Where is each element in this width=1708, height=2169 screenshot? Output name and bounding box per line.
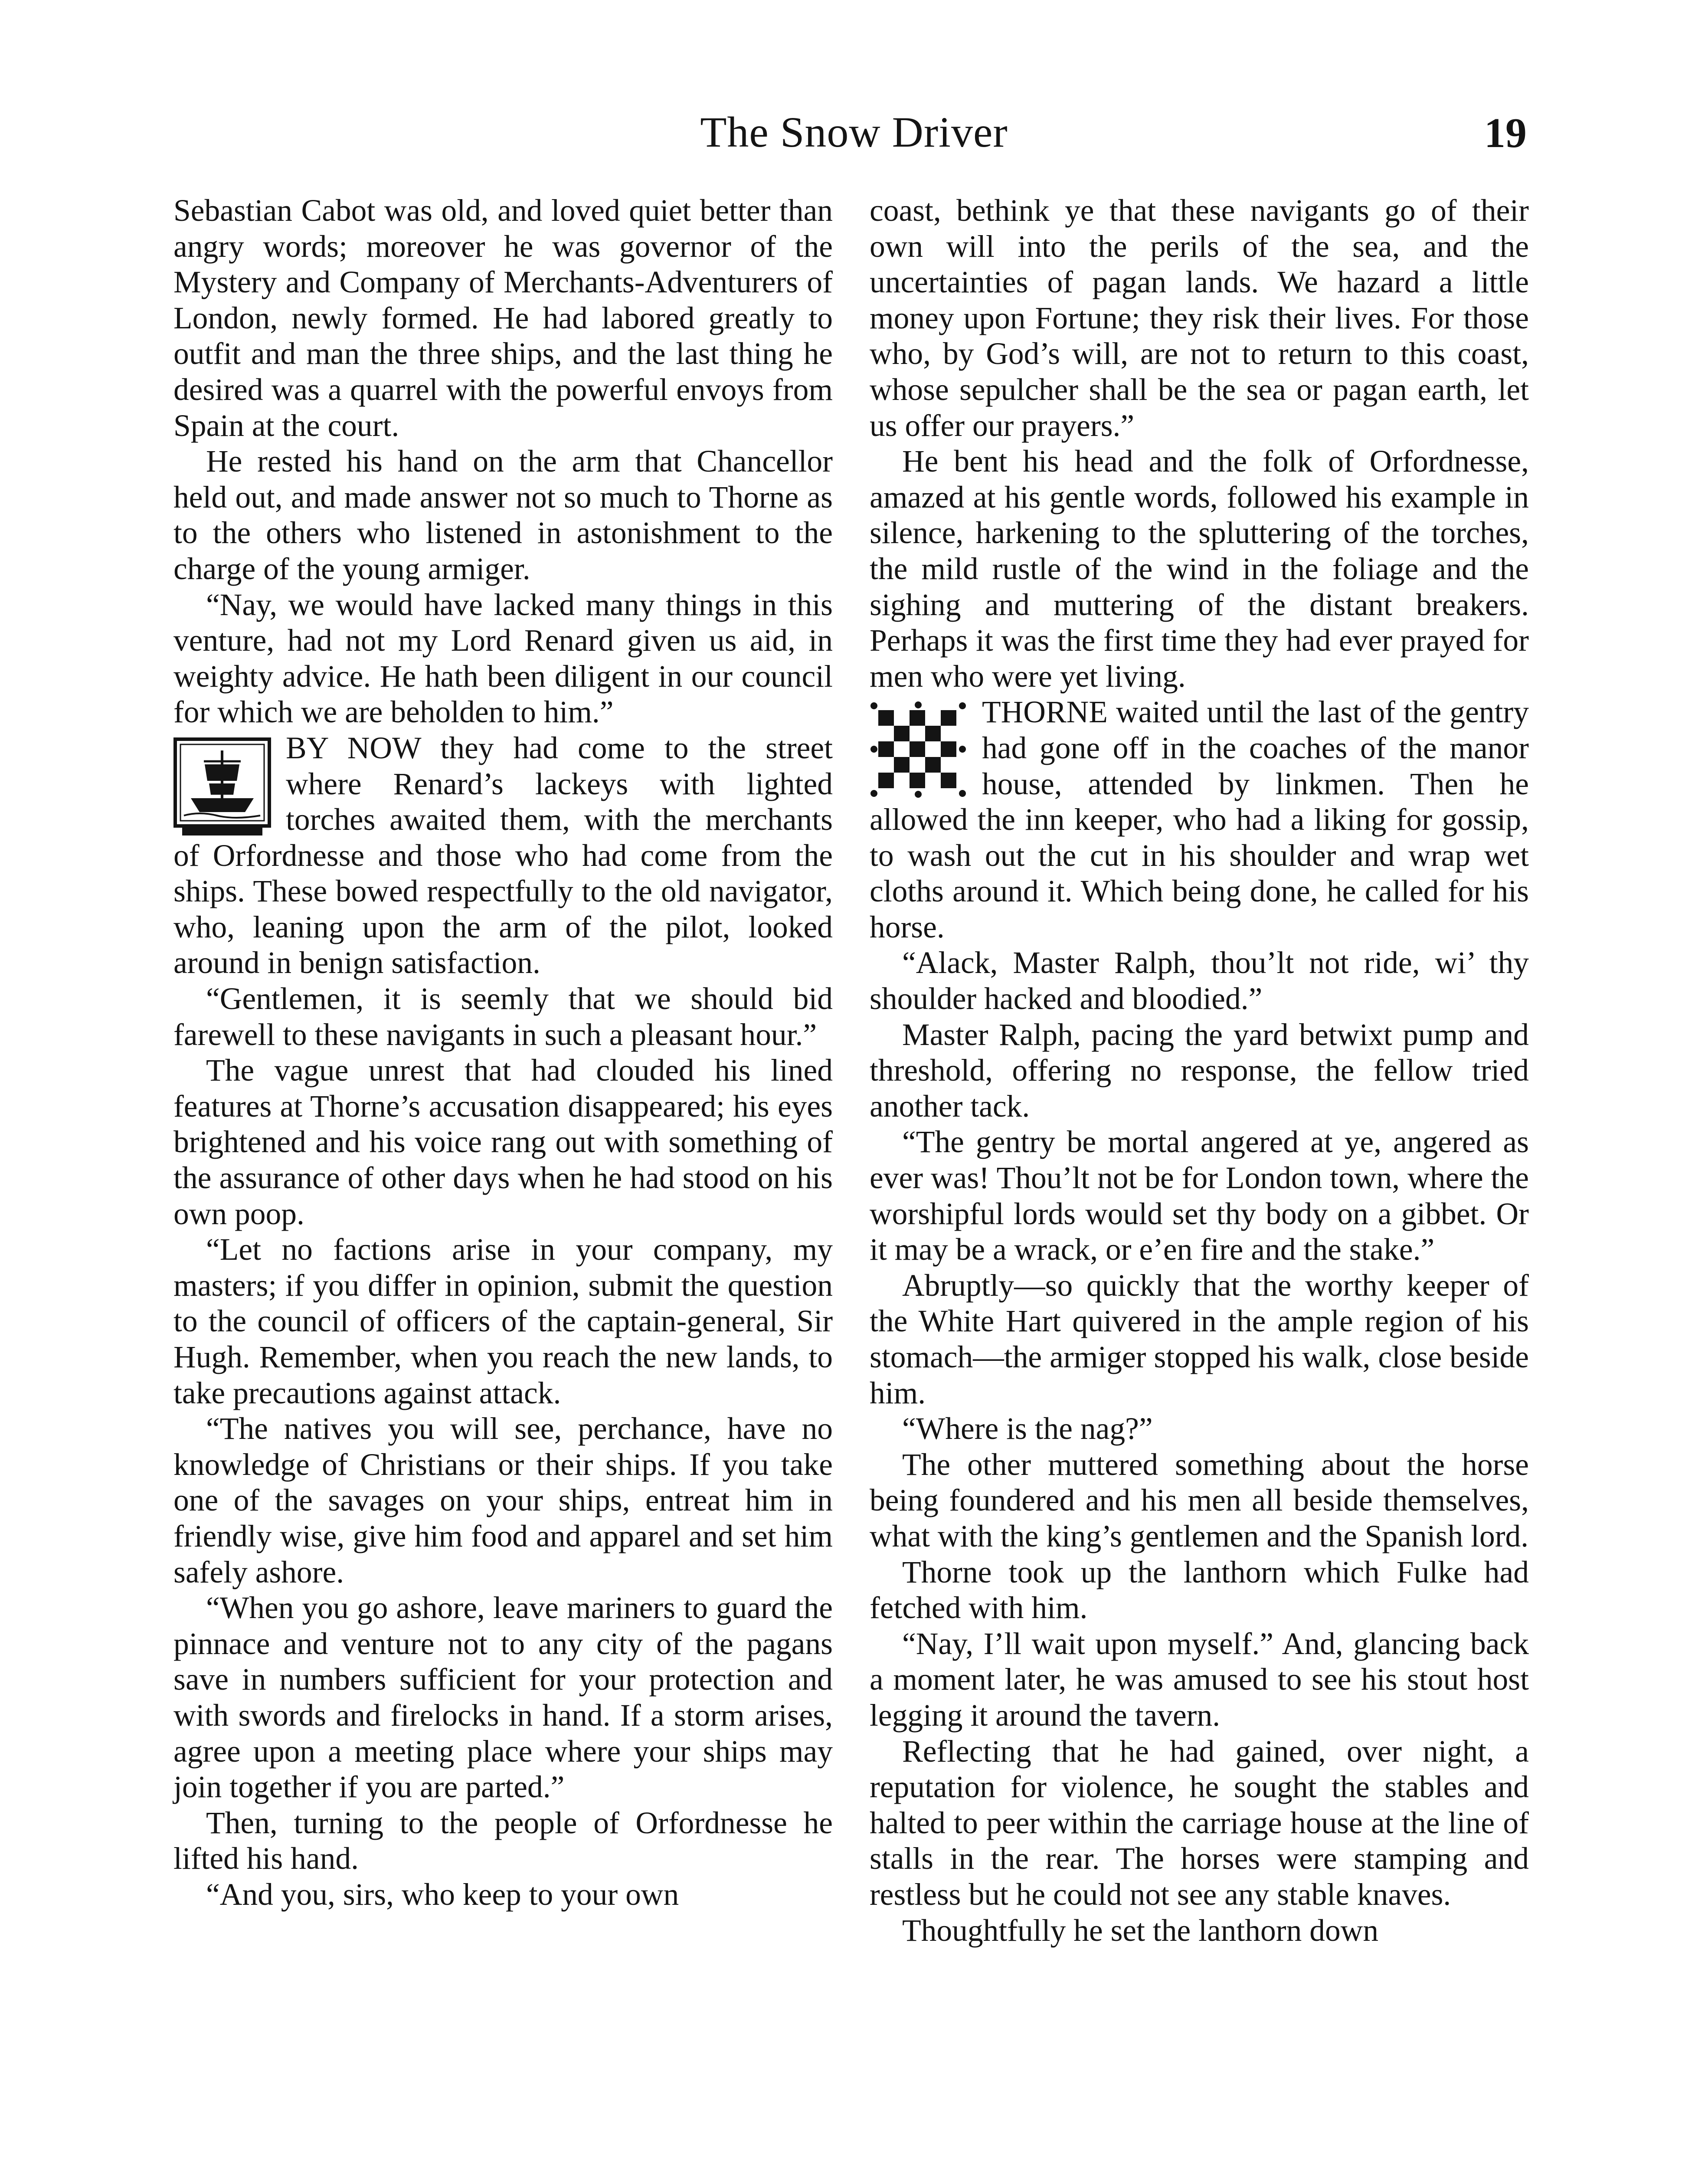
paragraph: The vague unrest that had clouded his lined features at Thorne’s accusation disappeared; his eyes brightened and his voice rang out with something of the assurance of other days when he had stood on his own poop.: [173, 1053, 833, 1231]
paragraph: He bent his head and the folk of Orfordnesse, amazed at his gentle words, followed his example in silence, harkening to the spluttering of the torches, the mild rustle of the wind in the foliage and the sighing and muttering of the distant breakers. Perhaps it was the first time they had ever prayed for men who were yet living.: [870, 444, 1529, 694]
paragraph: “When you go ashore, leave mariners to guard the pinnace and venture not to any city of the pagans save in numbers sufficient for your protection and with swords and firelocks in hand. If a storm arises, agree upon a meeting place where your ships may join together if you are parted.”: [173, 1591, 833, 1805]
paragraph: Thoughtfully he set the lanthorn down: [902, 1913, 1379, 1948]
paragraph: Master Ralph, pacing the yard betwixt pump and threshold, offering no response, the fellow tried another tack.: [870, 1017, 1529, 1124]
paragraph: Thorne took up the lanthorn which Fulke had fetched with him.: [870, 1555, 1529, 1625]
left-column: [173, 193, 833, 2169]
paragraph: “Gentlemen, it is seemly that we should bid farewell to these navigants in such a pleasant hour.”: [173, 982, 833, 1052]
paragraph: THORNE waited until the last of the gentry had gone off in the coaches of the manor house, attended by linkmen. Then he allowed the inn keeper, who had a liking for gossip, to wash out the cut in his shoulder and wrap wet cloths around it. Which being done, he called for his horse.: [870, 695, 1529, 944]
paragraph: “And you, sirs, who keep to your own: [206, 1877, 679, 1912]
paragraph: Then, turning to the people of Orfordnesse he lifted his hand.: [173, 1805, 833, 1876]
running-head-title: The Snow Driver: [700, 108, 1008, 156]
paragraph: Sebastian Cabot was old, and loved quiet better than angry words; moreover he was governor of the Mystery and Company of Merchants-Adventurers of London, newly formed. He had labored greatly to outfit and man the three ships, and the last thing he desired was a quarrel with the powerful envoys from Spain at the court.: [173, 193, 833, 443]
paragraph: “Nay, I’ll wait upon myself.” And, glancing back a moment later, he was amused to see his stout host legging it around the tavern.: [870, 1626, 1529, 1733]
paragraph: He rested his hand on the arm that Chancellor held out, and made answer not so much to Thorne as to the others who listened in astonishment to the charge of the young armiger.: [173, 444, 833, 586]
page-number: 19: [1484, 110, 1527, 157]
paragraph: “Let no factions arise in your company, my masters; if you differ in opinion, submit the question to the council of officers of the captain-general, Sir Hugh. Remember, when you reach the new lands, to take precautions against attack.: [173, 1232, 833, 1410]
paragraph: The other muttered something about the horse being foundered and his men all beside themselves, what with the king’s gentlemen and the Spanish lord.: [870, 1447, 1529, 1553]
paragraph: “Alack, Master Ralph, thou’lt not ride, wi’ thy shoulder hacked and bloodied.”: [870, 946, 1529, 1016]
paragraph: Abruptly—so quickly that the worthy keeper of the White Hart quivered in the ample region of his stomach—the armiger stopped his walk, close beside him.: [870, 1268, 1529, 1410]
paragraph: BY NOW they had come to the street where Renard’s lackeys with lighted torches awaited them, with the merchants of Orfordnesse and those who had come from the ships. These bowed respectfully to the old navigator, who, leaning upon the arm of the pilot, looked around in benign satisfaction.: [173, 731, 833, 980]
paragraph: coast, bethink ye that these navigants go of their own will into the perils of the sea, and the uncertainties of pagan lands. We hazard a little money upon Fortune; they risk their lives. For those who, by God’s will, are not to return to this coast, whose sepulcher shall be the sea or pagan earth, let us offer our prayers.”: [870, 193, 1529, 443]
paragraph: “Where is the nag?”: [902, 1412, 1153, 1446]
paragraph: “The natives you will see, perchance, have no knowledge of Christians or their ships. If you take one of the savages on your ships, entreat him in friendly wise, give him food and apparel and set him safely ashore.: [173, 1412, 833, 1589]
paragraph: Reflecting that he had gained, over night, a reputation for violence, he sought the stables and halted to peer within the carriage house at the line of stalls in the rear. The horses were stamping and restless but he could not see any stable knaves.: [870, 1734, 1529, 1912]
checker-ornament-icon: [870, 701, 967, 801]
ship-ornament-icon: [173, 737, 271, 837]
right-column: [870, 193, 1529, 2169]
paragraph: “The gentry be mortal angered at ye, angered as ever was! Thou’lt not be for London town, where the worshipful lords would set thy body on a gibbet. Or it may be a wrack, or e’en fire and the stake.”: [870, 1125, 1529, 1267]
paragraph: “Nay, we would have lacked many things in this venture, had not my Lord Renard given us aid, in weighty advice. He hath been diligent in our council for which we are beholden to him.”: [173, 587, 833, 730]
